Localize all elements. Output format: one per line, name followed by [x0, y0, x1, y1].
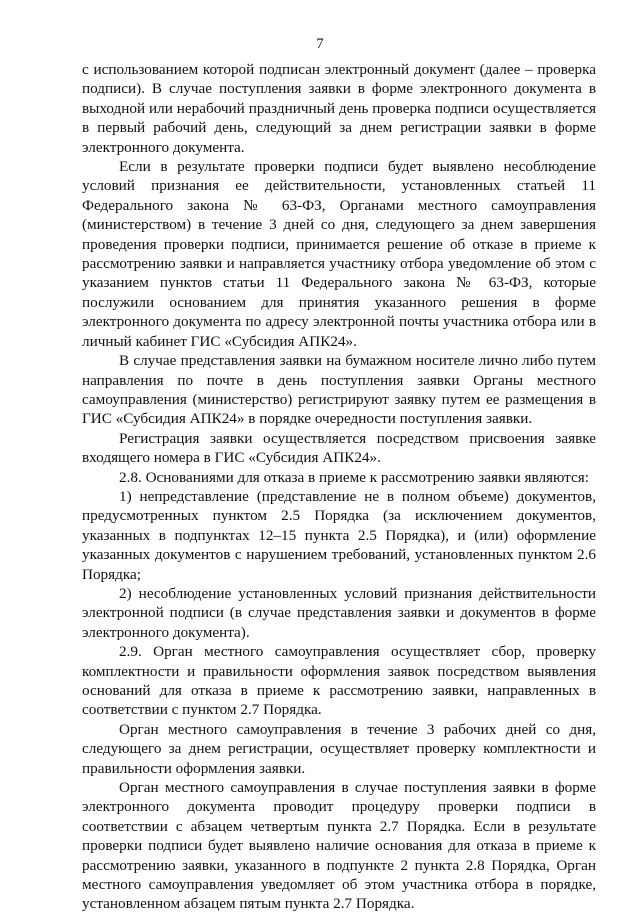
- paragraph-9: Орган местного самоуправления в течение 3 рабочих дней со дня, следующего за днем регистрации, осуществляет проверку комплектности и правильности оформления заявки.: [82, 720, 596, 777]
- paragraph-8: 2.9. Орган местного самоуправления осуществляет сбор, проверку комплектности и правильности оформления заявок посредством выявления оснований для отказа в приеме к рассмотрению заявки, направленных в соответствии с пунктом 2.7 Порядка.: [82, 643, 596, 719]
- document-body: [82, 60, 596, 914]
- paragraph-5: 2.8. Основаниями для отказа в приеме к рассмотрению заявки являются:: [119, 468, 589, 486]
- paragraph-1: с использованием которой подписан электронный документ (далее – проверка подписи). В случае поступления заявки в форме электронного документа в выходной или нерабочий праздничный день проверка подписи осуществляется в первый рабочий день, следующий за днем регистрации заявки в форме электронного документа.: [82, 61, 596, 156]
- paragraph-10: Орган местного самоуправления в случае поступления заявки в форме электронного документа проводит процедуру проверки подписи в соответствии с абзацем четвертым пункта 2.7 Порядка. Если в результате проверки подписи будет выявлено наличие основания для отказа в приеме к рассмотрению заявки, указанного в подпункте 2 пункта 2.8 Порядка, Орган местного самоуправления уведомляет об этом участника отбора в порядке, установленном абзацем пятым пункта 2.7 Порядка.: [82, 779, 596, 913]
- paragraph-2: Если в результате проверки подписи будет выявлено несоблюдение условий признания ее действительности, установленных статьей 11 Федерального закона № 63-ФЗ, Органами местного самоуправления (министерством) в течение 3 дней со дня, следующего за днем завершения проведения проверки подписи, принимается решение об отказе в приеме к рассмотрению заявки и направляется участнику отбора уведомление об этом с указанием пунктов статьи 11 Федерального закона № 63-ФЗ, которые послужили основанием для принятия указанного решения в форме электронного документа по адресу электронной почты участника отбора или в личный кабинет ГИС «Субсидия АПК24».: [82, 158, 596, 350]
- paragraph-3: В случае представления заявки на бумажном носителе лично либо путем направления по почте в день поступления заявки Органы местного самоуправления (министерство) регистрируют заявку путем ее размещения в ГИС «Субсидия АПК24» в порядке очередности поступления заявки.: [82, 352, 596, 428]
- paragraph-7: 2) несоблюдение установленных условий признания действительности электронной подписи (в случае представления заявки и документов в форме электронного документа).: [82, 584, 596, 641]
- page-number: 7: [316, 36, 324, 52]
- paragraph-4: Регистрация заявки осуществляется посредством присвоения заявке входящего номера в ГИС «Субсидия АПК24».: [82, 429, 596, 467]
- paragraph-6: 1) непредставление (представление не в полном объеме) документов, предусмотренных пунктом 2.5 Порядка (за исключением документов, указанных в подпунктах 12–15 пункта 2.5 Порядка), и (или) оформление указанных документов с нарушением требований, установленных пунктом 2.6 Порядка;: [82, 487, 596, 583]
